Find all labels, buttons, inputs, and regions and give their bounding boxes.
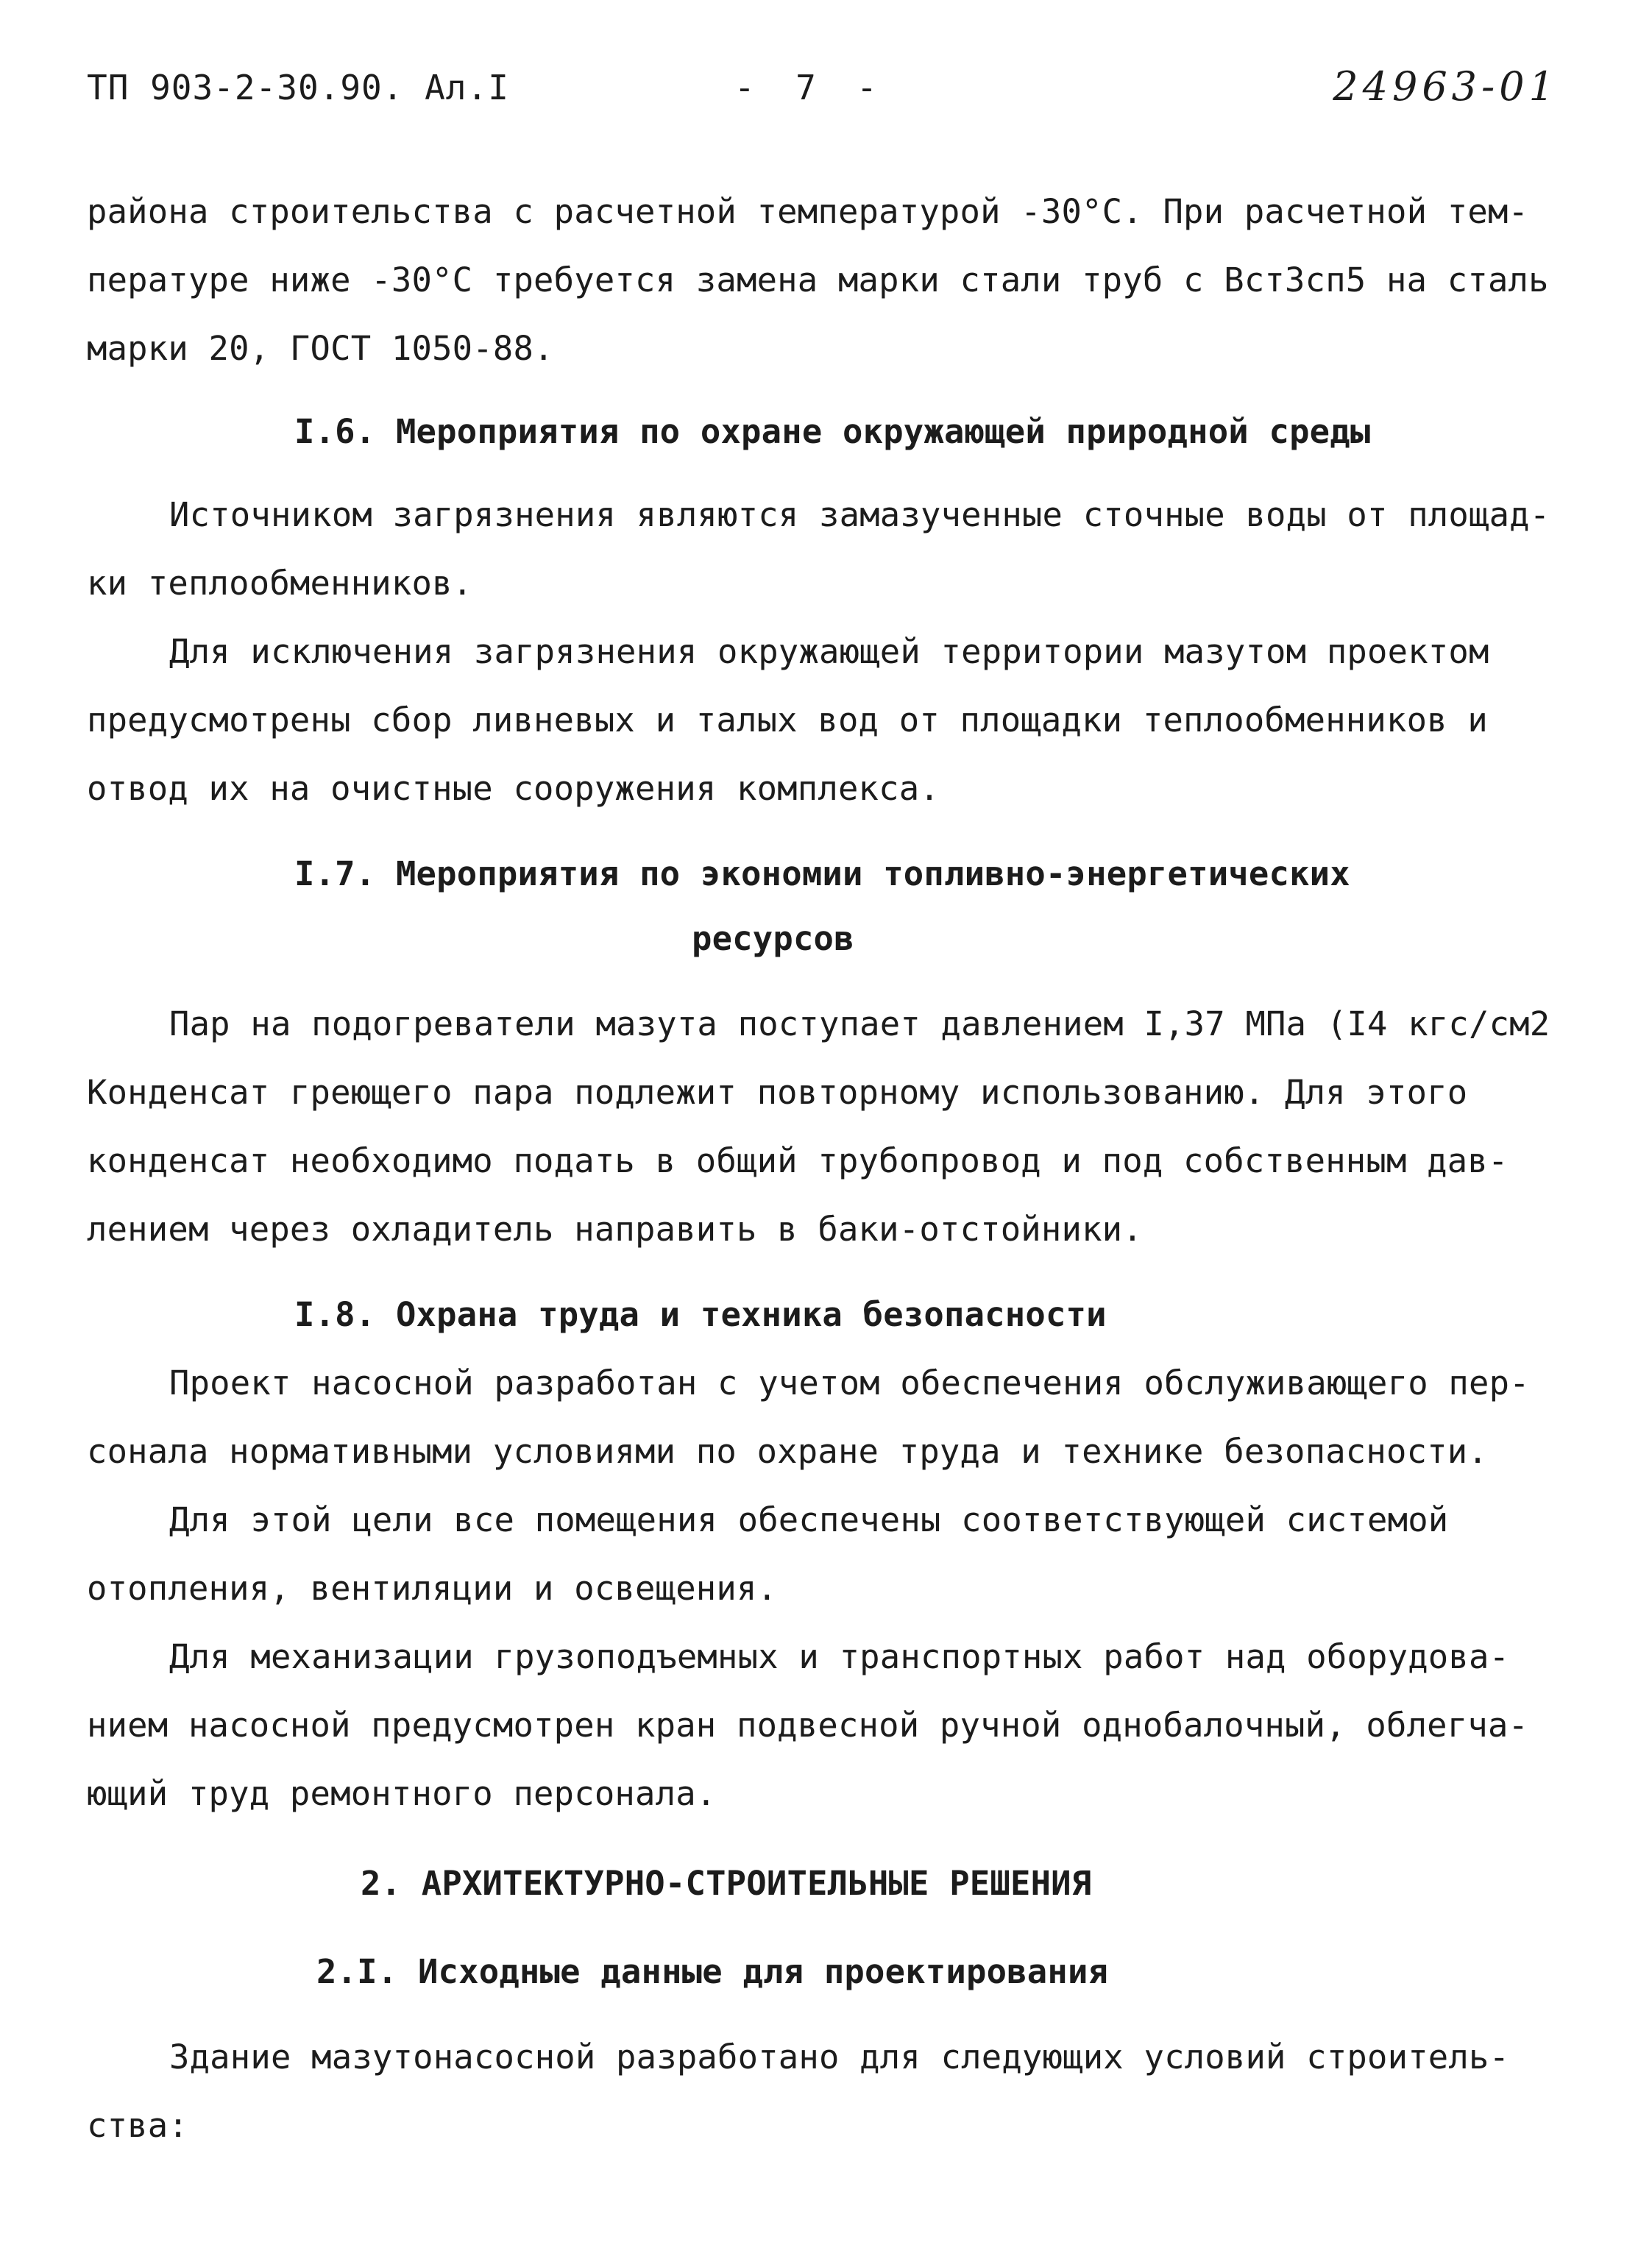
body-line: отопления, вентиляции и освещения.: [87, 1569, 778, 1608]
page-number: - 7 -: [734, 68, 877, 107]
section-heading-2-1: 2.I. Исходные данные для проектирования: [316, 1952, 1109, 1991]
body-line: Конденсат греющего пара подлежит повторному использованию. Для этого: [87, 1073, 1468, 1112]
inventory-number: 24963-01: [1333, 63, 1559, 110]
section-heading-1-7-continued: ресурсов: [692, 919, 854, 958]
paragraph-first-line: Проект насосной разработан с учетом обеспечения обслуживающего пер-: [169, 1363, 1530, 1402]
body-line: предусмотрены сбор ливневых и талых вод от площадки теплообменников и: [87, 701, 1488, 740]
section-heading-1-8: I.8. Охрана труда и техника безопасности: [294, 1295, 1107, 1334]
body-line: района строительства с расчетной температурой -30°С. При расчетной тем-: [87, 192, 1529, 231]
document-code: ТП 903-2-30.90. Ал.I: [87, 68, 509, 107]
body-line: пературе ниже -30°С требуется замена марки стали труб с ВстЗсп5 на сталь: [87, 260, 1549, 299]
body-line: отвод их на очистные сооружения комплекса.: [87, 769, 940, 808]
body-line: лением через охладитель направить в баки-отстойники.: [87, 1210, 1143, 1249]
body-line: ющий труд ремонтного персонала.: [87, 1774, 717, 1813]
page-header: [87, 63, 1559, 127]
section-heading-1-7: I.7. Мероприятия по экономии топливно-энергетических: [294, 854, 1350, 893]
chapter-heading-2: 2. АРХИТЕКТУРНО-СТРОИТЕЛЬНЫЕ РЕШЕНИЯ: [361, 1864, 1092, 1903]
paragraph-first-line: Для этой цели все помещения обеспечены соответствующей системой: [169, 1500, 1449, 1539]
body-line: конденсат необходимо подать в общий трубопровод и под собственным дав-: [87, 1141, 1509, 1180]
body-line: марки 20, ГОСТ 1050-88.: [87, 329, 554, 368]
section-heading-1-6: I.6. Мероприятия по охране окружающей природной среды: [294, 412, 1371, 451]
paragraph-first-line: Для исключения загрязнения окружающей территории мазутом проектом: [169, 632, 1489, 671]
paragraph-first-line: Пар на подогреватели мазута поступает давлением I,37 МПа (I4 кгс/см2: [169, 1004, 1550, 1043]
body-line: сонала нормативными условиями по охране труда и технике безопасности.: [87, 1432, 1488, 1471]
paragraph-first-line: Для механизации грузоподъемных и транспортных работ над оборудова-: [169, 1637, 1510, 1676]
paragraph-first-line: Здание мазутонасосной разработано для следующих условий строитель-: [169, 2038, 1510, 2077]
body-line: ства:: [87, 2106, 188, 2145]
body-line: ки теплообменников.: [87, 564, 473, 603]
body-line: нием насосной предусмотрен кран подвесной ручной однобалочный, облегча-: [87, 1706, 1529, 1745]
paragraph-first-line: Источником загрязнения являются замазученные сточные воды от площад-: [169, 495, 1550, 534]
